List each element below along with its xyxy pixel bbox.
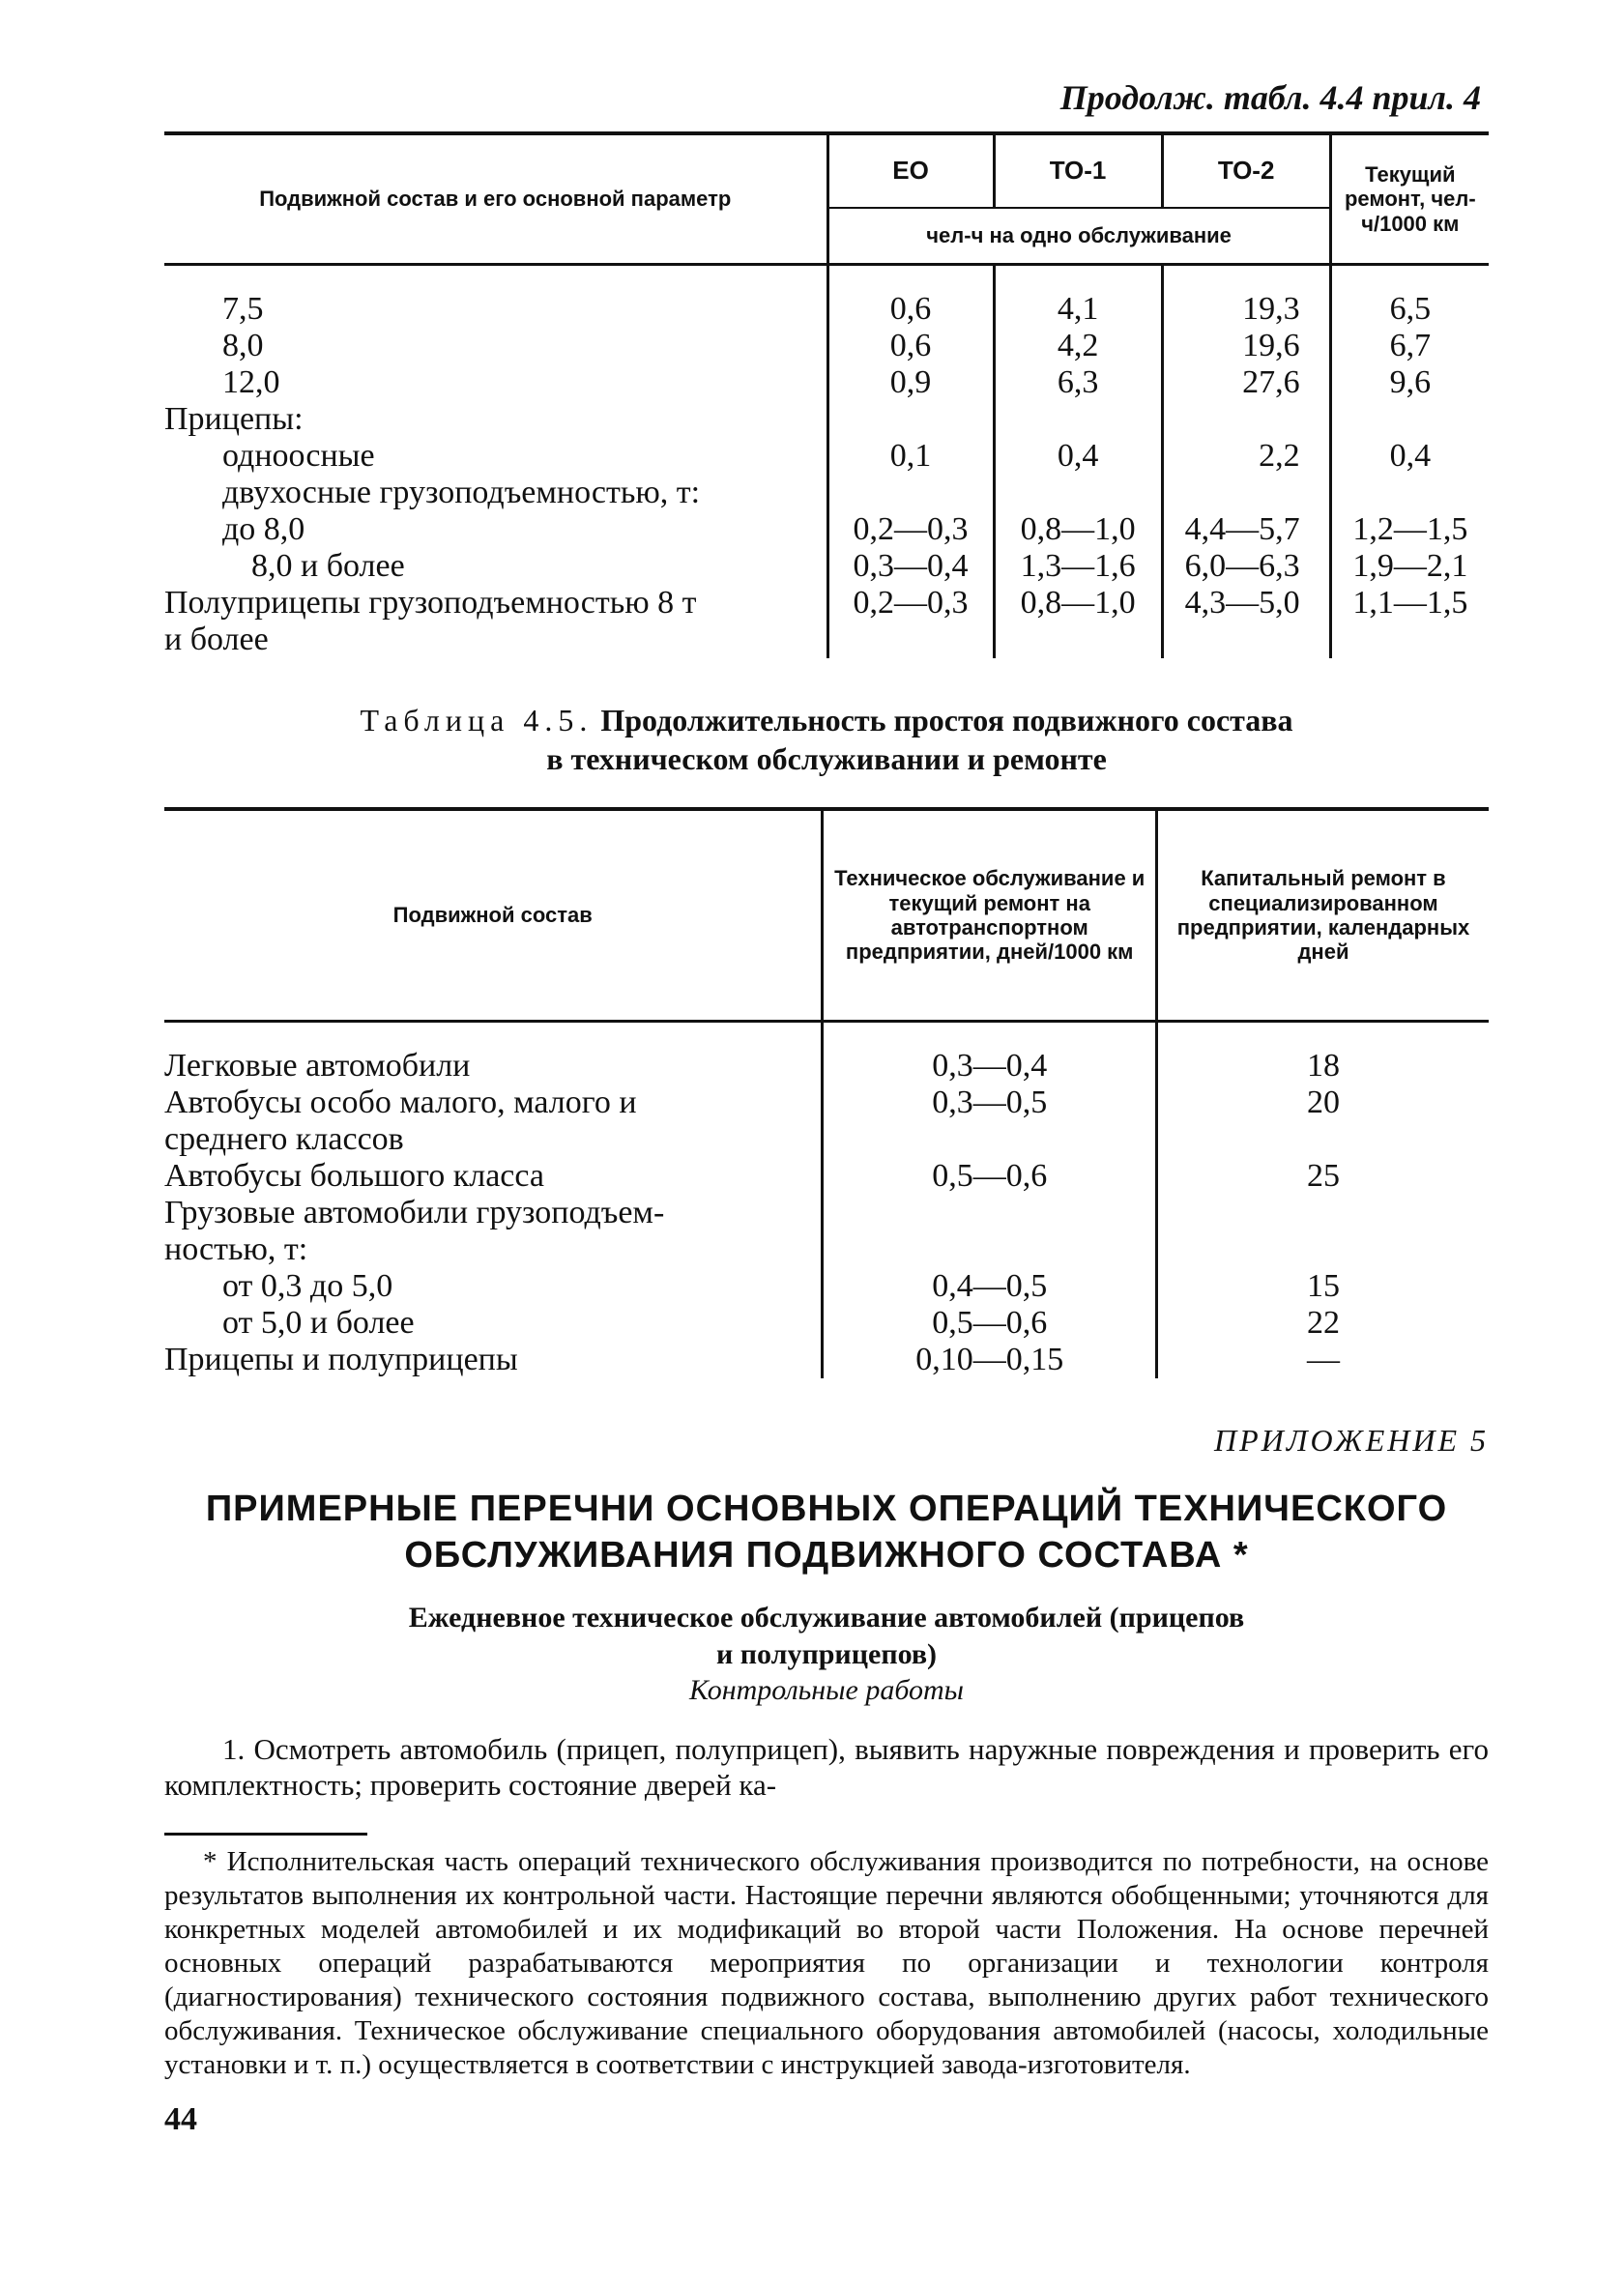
cell-maintenance: 0,3—0,5 [823,1085,1157,1121]
table-4-4 [164,131,1489,658]
row-label: одноосные [222,438,375,474]
cell-maintenance [823,1231,1157,1268]
header-to2: ТО-2 [1162,133,1330,208]
cell-eo: 0,6 [827,328,994,364]
page-number: 44 [164,2101,197,2137]
row-label: и более [164,622,269,657]
row-label: от 0,3 до 5,0 [222,1268,393,1304]
cell-capital-repair: 15 [1306,1268,1340,1304]
row-label: среднего классов [164,1121,404,1157]
header-eo: ЕО [827,133,994,208]
row-label: 8,0 [222,328,264,363]
row-label: Автобусы большого класса [164,1158,544,1194]
table-title-line1: Продолжительность простоя подвижного состава [600,703,1293,738]
cell-capital-repair: 25 [1306,1158,1340,1194]
cell-repair [1330,401,1489,438]
cell-to1: 4,2 [994,328,1162,364]
italic-heading: Контрольные работы [688,1674,964,1706]
row-label: двухосные грузоподъемностью, т: [222,475,701,510]
cell-maintenance: 0,4—0,5 [823,1268,1157,1305]
cell-to2 [1162,622,1330,658]
table-row [164,1158,1489,1195]
cell-to1 [994,622,1162,658]
table-4-5-title [164,701,1489,778]
table-row [164,1085,1489,1121]
table-title-prefix: Таблица 4.5. [360,703,594,738]
header-repair: Текущий ремонт, чел-ч/1000 км [1330,133,1489,265]
cell-repair: 1,2—1,5 [1330,511,1489,548]
cell-to1: 0,8—1,0 [994,511,1162,548]
footnote-divider [164,1833,367,1836]
table-row [164,475,1489,511]
continuation-caption: Продолж. табл. 4.4 прил. 4 [1059,78,1481,117]
table-row [164,622,1489,658]
cell-repair [1330,475,1489,511]
row-label: от 5,0 и более [222,1305,415,1341]
header-to1: ТО-1 [994,133,1162,208]
table-row [164,328,1489,364]
row-label: Прицепы: [164,401,304,437]
cell-to2: 4,3—5,0 [1162,585,1330,622]
table-body [164,1022,1489,1379]
table-row [164,1268,1489,1305]
cell-to2 [1162,475,1330,511]
cell-maintenance: 0,10—0,15 [823,1342,1157,1378]
row-label: 7,5 [222,291,264,327]
table-row [164,548,1489,585]
row-label: Грузовые автомобили грузоподъем- [164,1195,665,1230]
cell-to1: 6,3 [994,364,1162,401]
cell-to1: 0,8—1,0 [994,585,1162,622]
sub-heading-line1: Ежедневное техническое обслуживание автомобилей (прицепов [408,1602,1245,1634]
cell-to2: 19,6 [1162,328,1330,364]
cell-to2: 27,6 [1162,364,1330,401]
cell-eo: 0,9 [827,364,994,401]
cell-to2: 6,0—6,3 [1162,548,1330,585]
table-header-row [164,133,1489,208]
row-label: 12,0 [222,364,280,400]
cell-maintenance [823,1121,1157,1158]
cell-capital-repair: 22 [1306,1305,1340,1341]
main-heading-line2: ОБСЛУЖИВАНИЯ ПОДВИЖНОГО СОСТАВА * [404,1535,1249,1576]
footnote: * Исполнительская часть операций технического обслуживания производится по потребности, на основе результатов выполнения их контрольной части. Настоящие перечни являются обобщенными; уточняются для конкретных моделей автомобилей и их модификаций во второй части Положения. На основе перечней основных операций разрабатываются мероприятия по организации и технологии контроля (диагностирования) технического состояния подвижного состава, выполнению других работ технического обслуживания. Техническое обслуживание специального оборудования автомобилей (насосы, холодильные установки и т. п.) осуществляется в соответствии с инструкцией завода-изготовителя. [164,1846,1489,2080]
cell-eo: 0,6 [827,291,994,328]
sub-heading-line2: и полуприцепов) [715,1638,938,1670]
cell-capital-repair: — [1306,1342,1340,1377]
cell-to2: 4,4—5,7 [1162,511,1330,548]
table-body [164,265,1489,659]
paragraph-1: 1. Осмотреть автомобиль (прицеп, полуприцеп), выявить наружные повреждения и проверить его комплектность; проверить состояние дверей ка- [164,1732,1489,1802]
row-label: Полуприцепы грузоподъемностью 8 т [164,585,697,621]
cell-to2: 2,2 [1162,438,1330,475]
document-page [164,77,1489,2138]
row-label: Прицепы и полуприцепы [164,1342,518,1377]
cell-repair: 0,4 [1330,438,1489,475]
cell-repair: 6,7 [1330,328,1489,364]
table-row [164,1121,1489,1158]
cell-repair: 1,1—1,5 [1330,585,1489,622]
cell-capital-repair: 20 [1306,1085,1340,1120]
cell-maintenance: 0,5—0,6 [823,1305,1157,1342]
table-row [164,401,1489,438]
cell-to1 [994,475,1162,511]
cell-maintenance: 0,5—0,6 [823,1158,1157,1195]
cell-capital-repair: 18 [1306,1048,1340,1084]
cell-eo [827,475,994,511]
cell-to1 [994,401,1162,438]
table-row [164,291,1489,328]
header-capital-repair: Капитальный ремонт в специализированном предприятии, календарных дней [1156,809,1489,1022]
cell-repair: 9,6 [1330,364,1489,401]
cell-repair: 1,9—2,1 [1330,548,1489,585]
row-label: Легковые автомобили [164,1048,471,1084]
row-label: Автобусы особо малого, малого и [164,1085,637,1120]
cell-eo: 0,3—0,4 [827,548,994,585]
cell-eo [827,622,994,658]
cell-to2: 19,3 [1162,291,1330,328]
table-row [164,585,1489,622]
table-title-line2: в техническом обслуживании и ремонте [546,741,1107,776]
cell-capital-repair [1156,1231,1489,1268]
header-per-service: чел-ч на одно обслуживание [827,208,1330,265]
table-row [164,438,1489,475]
header-vehicle: Подвижной состав [164,809,823,1022]
sub-heading [164,1600,1489,1673]
cell-to1: 0,4 [994,438,1162,475]
cell-to2 [1162,401,1330,438]
cell-repair [1330,622,1489,658]
table-row [164,1048,1489,1085]
table-4-5 [164,807,1489,1378]
main-heading [164,1486,1489,1578]
main-heading-line1: ПРИМЕРНЫЕ ПЕРЕЧНИ ОСНОВНЫХ ОПЕРАЦИЙ ТЕХНИЧЕСКОГО [205,1489,1448,1529]
row-label: ностью, т: [164,1231,308,1267]
cell-eo: 0,2—0,3 [827,511,994,548]
table-row [164,1342,1489,1378]
table-row [164,1195,1489,1231]
cell-eo: 0,2—0,3 [827,585,994,622]
table-row [164,1305,1489,1342]
cell-to1: 4,1 [994,291,1162,328]
cell-repair: 6,5 [1330,291,1489,328]
table-row [164,1231,1489,1268]
cell-capital-repair [1156,1195,1489,1231]
row-label: 8,0 и более [251,548,405,584]
appendix-label: ПРИЛОЖЕНИЕ 5 [1214,1423,1489,1458]
header-vehicle: Подвижной состав и его основной параметр [164,133,827,265]
cell-to1: 1,3—1,6 [994,548,1162,585]
cell-maintenance [823,1195,1157,1231]
row-label: до 8,0 [222,511,305,547]
table-header-row [164,809,1489,1022]
cell-capital-repair [1156,1121,1489,1158]
cell-eo: 0,1 [827,438,994,475]
table-row [164,511,1489,548]
table-row [164,364,1489,401]
header-maintenance: Техническое обслуживание и текущий ремонт на автотранспортном предприятии, дней/1000 км [823,809,1157,1022]
cell-maintenance: 0,3—0,4 [823,1048,1157,1085]
cell-eo [827,401,994,438]
